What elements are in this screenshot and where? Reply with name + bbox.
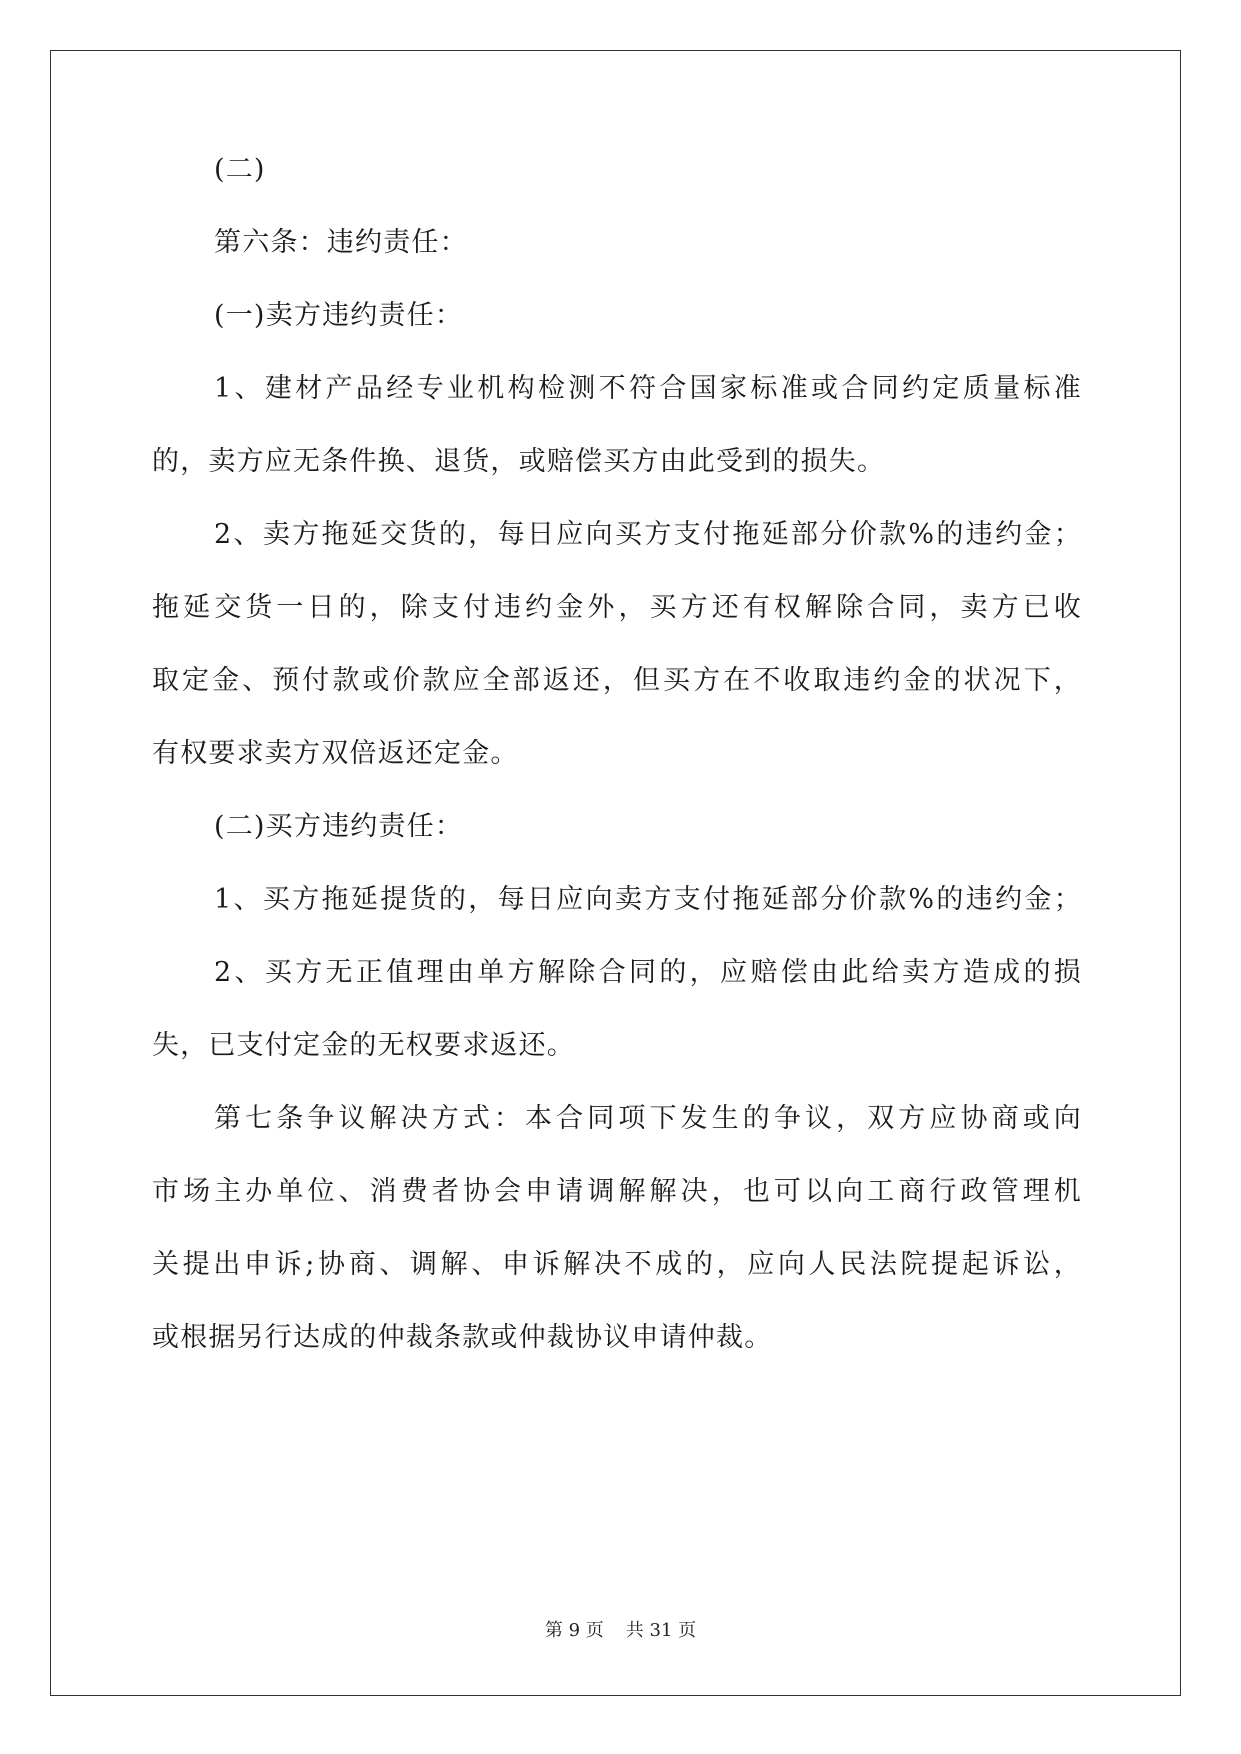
paragraph-line: 1、建材产品经专业机构检测不符合国家标准或合同约定质量标准 [214,373,1082,404]
page-total: 共 31 页 [625,1620,697,1641]
section-heading: (二) [214,154,266,185]
page-footer [0,1620,1241,1642]
paragraph-line: 1、买方拖延提货的，每日应向卖方支付拖延部分价款%的违约金； [214,884,1082,915]
paragraph-line: 取定金、预付款或价款应全部返还，但买方在不收取违约金的状况下， [152,665,1082,696]
page-border [50,50,1181,1696]
paragraph-line: 2、买方无正值理由单方解除合同的，应赔偿由此给卖方造成的损 [214,957,1082,988]
paragraph-line: 的，卖方应无条件换、退货，或赔偿买方由此受到的损失。 [152,446,886,477]
paragraph-line: 拖延交货一日的，除支付违约金外，买方还有权解除合同，卖方已收 [152,592,1082,623]
paragraph-line: 市场主办单位、消费者协会申请调解解决，也可以向工商行政管理机 [152,1176,1082,1207]
paragraph-line: 或根据另行达成的仲裁条款或仲裁协议申请仲裁。 [152,1322,773,1353]
paragraph-line: 第七条争议解决方式：本合同项下发生的争议，双方应协商或向 [214,1103,1082,1134]
paragraph-line: 关提出申诉;协商、调解、申诉解决不成的，应向人民法院提起诉讼， [152,1249,1082,1280]
article-six-heading: 第六条：违约责任： [214,227,468,258]
seller-liability-heading: (一)卖方违约责任： [214,300,464,331]
page-number: 第 9 页 [544,1620,604,1641]
paragraph-line: 2、卖方拖延交货的，每日应向买方支付拖延部分价款%的违约金； [214,519,1082,550]
paragraph-line: 有权要求卖方双倍返还定金。 [152,738,519,769]
paragraph-line: 失，已支付定金的无权要求返还。 [152,1030,575,1061]
buyer-liability-heading: (二)买方违约责任： [214,811,464,842]
